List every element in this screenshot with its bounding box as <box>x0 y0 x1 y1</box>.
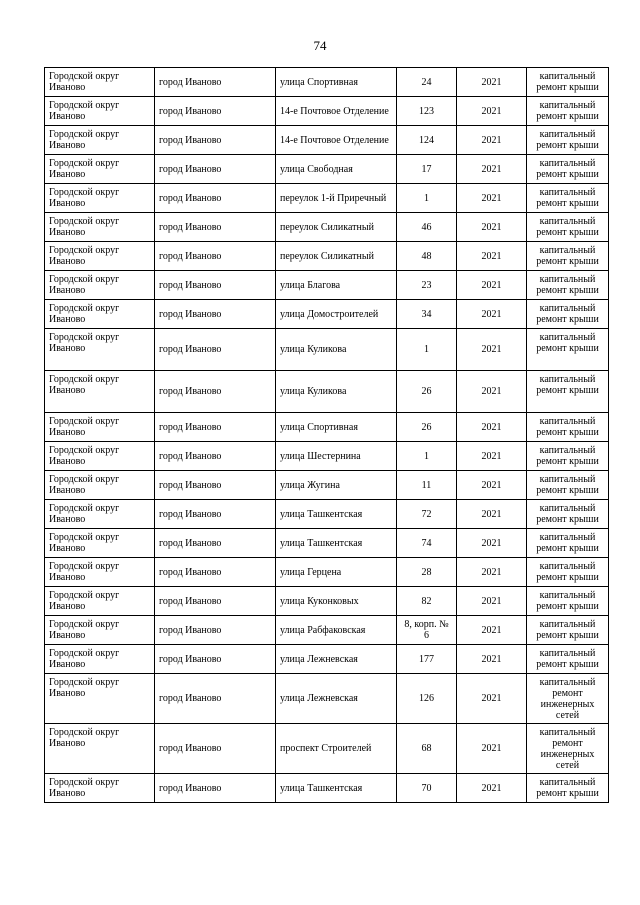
table-row <box>45 184 609 213</box>
cell-okrug: Городской округ Иваново <box>45 329 155 371</box>
cell-street: улица Жугина <box>276 471 397 500</box>
cell-okrug: Городской округ Иваново <box>45 616 155 645</box>
table-row <box>45 329 609 371</box>
cell-house: 70 <box>397 774 457 803</box>
cell-work-type: капитальный ремонт крыши <box>527 645 609 674</box>
cell-year: 2021 <box>457 68 527 97</box>
cell-street: переулок Силикатный <box>276 242 397 271</box>
cell-work-type: капитальный ремонт крыши <box>527 242 609 271</box>
table-row <box>45 242 609 271</box>
cell-house: 28 <box>397 558 457 587</box>
cell-city: город Иваново <box>155 271 276 300</box>
cell-house: 48 <box>397 242 457 271</box>
cell-year: 2021 <box>457 213 527 242</box>
cell-year: 2021 <box>457 371 527 413</box>
cell-year: 2021 <box>457 155 527 184</box>
cell-house: 11 <box>397 471 457 500</box>
cell-year: 2021 <box>457 97 527 126</box>
cell-house: 126 <box>397 674 457 724</box>
cell-work-type: капитальный ремонт крыши <box>527 97 609 126</box>
cell-okrug: Городской округ Иваново <box>45 413 155 442</box>
cell-work-type: капитальный ремонт крыши <box>527 126 609 155</box>
cell-house: 177 <box>397 645 457 674</box>
cell-year: 2021 <box>457 774 527 803</box>
cell-year: 2021 <box>457 184 527 213</box>
cell-okrug: Городской округ Иваново <box>45 300 155 329</box>
table-row <box>45 616 609 645</box>
cell-okrug: Городской округ Иваново <box>45 97 155 126</box>
cell-work-type: капитальный ремонт крыши <box>527 587 609 616</box>
cell-work-type: капитальный ремонт крыши <box>527 774 609 803</box>
table-body <box>45 68 609 803</box>
cell-street: улица Спортивная <box>276 413 397 442</box>
table-row <box>45 155 609 184</box>
cell-work-type: капитальный ремонт крыши <box>527 68 609 97</box>
cell-year: 2021 <box>457 300 527 329</box>
cell-year: 2021 <box>457 616 527 645</box>
cell-street: улица Лежневская <box>276 645 397 674</box>
cell-work-type: капитальный ремонт крыши <box>527 184 609 213</box>
cell-city: город Иваново <box>155 155 276 184</box>
table-row <box>45 97 609 126</box>
cell-house: 1 <box>397 184 457 213</box>
cell-street: улица Куконковых <box>276 587 397 616</box>
table-row <box>45 774 609 803</box>
cell-street: улица Ташкентская <box>276 500 397 529</box>
cell-house: 17 <box>397 155 457 184</box>
cell-year: 2021 <box>457 645 527 674</box>
cell-okrug: Городской округ Иваново <box>45 500 155 529</box>
cell-house: 1 <box>397 329 457 371</box>
cell-house: 1 <box>397 442 457 471</box>
cell-year: 2021 <box>457 471 527 500</box>
cell-year: 2021 <box>457 442 527 471</box>
cell-okrug: Городской округ Иваново <box>45 68 155 97</box>
cell-city: город Иваново <box>155 558 276 587</box>
cell-okrug: Городской округ Иваново <box>45 471 155 500</box>
cell-house: 26 <box>397 371 457 413</box>
cell-city: город Иваново <box>155 774 276 803</box>
cell-house: 68 <box>397 724 457 774</box>
cell-city: город Иваново <box>155 645 276 674</box>
table-row <box>45 587 609 616</box>
cell-year: 2021 <box>457 271 527 300</box>
cell-house: 34 <box>397 300 457 329</box>
cell-city: город Иваново <box>155 616 276 645</box>
cell-city: город Иваново <box>155 126 276 155</box>
cell-street: улица Рабфаковская <box>276 616 397 645</box>
table-row <box>45 371 609 413</box>
cell-work-type: капитальный ремонт крыши <box>527 329 609 371</box>
cell-house: 46 <box>397 213 457 242</box>
cell-city: город Иваново <box>155 724 276 774</box>
cell-city: город Иваново <box>155 500 276 529</box>
cell-work-type: капитальный ремонт крыши <box>527 300 609 329</box>
cell-work-type: капитальный ремонт крыши <box>527 371 609 413</box>
cell-street: улица Куликова <box>276 371 397 413</box>
cell-okrug: Городской округ Иваново <box>45 674 155 724</box>
table-row <box>45 500 609 529</box>
table-row <box>45 300 609 329</box>
cell-house: 23 <box>397 271 457 300</box>
page-number: 74 <box>313 38 327 53</box>
cell-city: город Иваново <box>155 242 276 271</box>
cell-okrug: Городской округ Иваново <box>45 126 155 155</box>
cell-street: улица Герцена <box>276 558 397 587</box>
cell-house: 72 <box>397 500 457 529</box>
cell-work-type: капитальный ремонт крыши <box>527 271 609 300</box>
cell-street: 14-е Почтовое Отделение <box>276 97 397 126</box>
table-row <box>45 213 609 242</box>
cell-street: проспект Строителей <box>276 724 397 774</box>
table-row <box>45 558 609 587</box>
cell-work-type: капитальный ремонт крыши <box>527 155 609 184</box>
cell-city: город Иваново <box>155 674 276 724</box>
cell-work-type: капитальный ремонт крыши <box>527 616 609 645</box>
cell-year: 2021 <box>457 242 527 271</box>
cell-street: улица Шестернина <box>276 442 397 471</box>
table-row <box>45 471 609 500</box>
cell-work-type: капитальный ремонт крыши <box>527 529 609 558</box>
cell-work-type: капитальный ремонт инженерных сетей <box>527 724 609 774</box>
table-row <box>45 529 609 558</box>
cell-city: город Иваново <box>155 213 276 242</box>
cell-year: 2021 <box>457 587 527 616</box>
cell-house: 26 <box>397 413 457 442</box>
cell-work-type: капитальный ремонт крыши <box>527 213 609 242</box>
cell-okrug: Городской округ Иваново <box>45 529 155 558</box>
cell-street: переулок 1-й Приречный <box>276 184 397 213</box>
cell-okrug: Городской округ Иваново <box>45 587 155 616</box>
cell-street: улица Ташкентская <box>276 774 397 803</box>
cell-street: улица Лежневская <box>276 674 397 724</box>
cell-city: город Иваново <box>155 329 276 371</box>
cell-year: 2021 <box>457 724 527 774</box>
cell-house: 124 <box>397 126 457 155</box>
table-row <box>45 442 609 471</box>
cell-street: 14-е Почтовое Отделение <box>276 126 397 155</box>
table-row <box>45 126 609 155</box>
cell-street: переулок Силикатный <box>276 213 397 242</box>
cell-okrug: Городской округ Иваново <box>45 724 155 774</box>
cell-city: город Иваново <box>155 413 276 442</box>
cell-work-type: капитальный ремонт крыши <box>527 558 609 587</box>
cell-street: улица Свободная <box>276 155 397 184</box>
cell-work-type: капитальный ремонт крыши <box>527 413 609 442</box>
cell-street: улица Куликова <box>276 329 397 371</box>
cell-street: улица Домостроителей <box>276 300 397 329</box>
cell-street: улица Спортивная <box>276 68 397 97</box>
table-row <box>45 68 609 97</box>
cell-house: 123 <box>397 97 457 126</box>
cell-year: 2021 <box>457 413 527 442</box>
cell-city: город Иваново <box>155 300 276 329</box>
cell-okrug: Городской округ Иваново <box>45 184 155 213</box>
cell-okrug: Городской округ Иваново <box>45 213 155 242</box>
table-row <box>45 645 609 674</box>
cell-house: 82 <box>397 587 457 616</box>
cell-okrug: Городской округ Иваново <box>45 242 155 271</box>
cell-okrug: Городской округ Иваново <box>45 155 155 184</box>
cell-okrug: Городской округ Иваново <box>45 645 155 674</box>
cell-house: 74 <box>397 529 457 558</box>
cell-year: 2021 <box>457 500 527 529</box>
cell-city: город Иваново <box>155 471 276 500</box>
cell-street: улица Благова <box>276 271 397 300</box>
cell-year: 2021 <box>457 126 527 155</box>
cell-okrug: Городской округ Иваново <box>45 442 155 471</box>
cell-city: город Иваново <box>155 371 276 413</box>
cell-work-type: капитальный ремонт крыши <box>527 500 609 529</box>
table-row <box>45 413 609 442</box>
cell-house: 24 <box>397 68 457 97</box>
cell-city: город Иваново <box>155 529 276 558</box>
cell-work-type: капитальный ремонт инженерных сетей <box>527 674 609 724</box>
cell-street: улица Ташкентская <box>276 529 397 558</box>
cell-okrug: Городской округ Иваново <box>45 774 155 803</box>
cell-work-type: капитальный ремонт крыши <box>527 471 609 500</box>
cell-okrug: Городской округ Иваново <box>45 558 155 587</box>
cell-year: 2021 <box>457 558 527 587</box>
cell-city: город Иваново <box>155 587 276 616</box>
cell-okrug: Городской округ Иваново <box>45 371 155 413</box>
repair-schedule-table <box>44 67 609 803</box>
cell-year: 2021 <box>457 329 527 371</box>
cell-work-type: капитальный ремонт крыши <box>527 442 609 471</box>
cell-year: 2021 <box>457 674 527 724</box>
cell-city: город Иваново <box>155 184 276 213</box>
table-row <box>45 724 609 774</box>
cell-okrug: Городской округ Иваново <box>45 271 155 300</box>
table-row <box>45 674 609 724</box>
cell-year: 2021 <box>457 529 527 558</box>
cell-city: город Иваново <box>155 68 276 97</box>
cell-house: 8, корп. № 6 <box>397 616 457 645</box>
cell-city: город Иваново <box>155 97 276 126</box>
table-row <box>45 271 609 300</box>
cell-city: город Иваново <box>155 442 276 471</box>
